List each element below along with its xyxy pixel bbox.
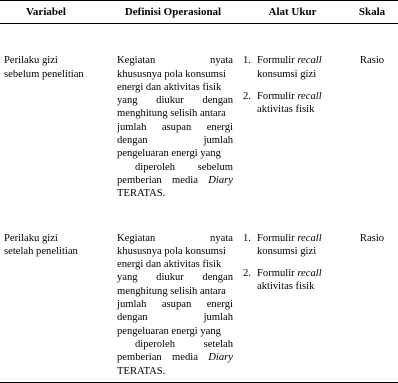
alat-num: 1.: [243, 55, 251, 67]
def-line: dengan jumlah: [117, 135, 233, 147]
definisi-text: [117, 232, 233, 378]
def-line: energi dan aktivitas fisik: [117, 259, 222, 271]
def-line-text: pemberian media: [117, 352, 198, 364]
def-line: jumlah asupan energi: [117, 299, 233, 311]
def-line: TERATAS.: [117, 188, 166, 200]
alat-italic: recall: [297, 268, 322, 280]
alat-post: aktivitas fisik: [257, 281, 315, 293]
alat-italic: recall: [297, 232, 322, 244]
alat-ukur-cell: [239, 201, 346, 383]
alat-italic: recall: [297, 90, 322, 102]
alat-num: 2.: [243, 268, 251, 280]
alat-item: [243, 267, 346, 294]
def-line: menghitung selisih antara: [117, 108, 226, 120]
header-alat-ukur: Alat Ukur: [239, 1, 346, 24]
alat-body: [257, 54, 346, 81]
alat-pre: Formulir: [257, 90, 298, 102]
def-line: Kegiatan nyata: [117, 55, 233, 67]
header-row: [0, 1, 398, 24]
variabel-line: setelah penelitian: [4, 245, 78, 257]
def-diary: Diary: [208, 174, 233, 186]
definisi-text: [117, 54, 233, 200]
alat-body: [257, 267, 346, 294]
table-row: [0, 24, 398, 201]
def-line: Kegiatan nyata: [117, 232, 233, 244]
def-line: dengan jumlah: [117, 312, 233, 324]
alat-pre: Formulir: [257, 232, 298, 244]
def-line: energi dan aktivitas fisik: [117, 81, 222, 93]
variabel-line: Perilaku gizi: [4, 55, 58, 67]
alat-italic: recall: [297, 55, 322, 67]
alat-num: 1.: [243, 232, 251, 244]
def-line: diperoleh setelah: [135, 338, 233, 350]
alat-post: konsumsi gizi: [257, 68, 317, 80]
alat-post: aktivitas fisik: [257, 104, 315, 116]
def-line: jumlah asupan energi: [117, 121, 233, 133]
definisi-cell: [107, 24, 239, 201]
alat-pre: Formulir: [257, 268, 298, 280]
alat-body: [257, 232, 346, 259]
alat-num: 2.: [243, 90, 251, 102]
def-line: diperoleh sebelum: [135, 161, 233, 173]
def-diary: Diary: [208, 352, 233, 364]
skala-cell: Rasio: [346, 201, 398, 383]
def-line: yang diukur dengan: [117, 272, 233, 284]
alat-item: [243, 90, 346, 117]
header-skala: Skala: [346, 1, 398, 24]
header-definisi: Definisi Operasional: [107, 1, 239, 24]
variabel-line: Perilaku gizi: [4, 232, 58, 244]
def-line: yang diukur dengan: [117, 95, 233, 107]
def-line: [117, 174, 233, 187]
alat-body: [257, 90, 346, 117]
def-line-text: pemberian media: [117, 174, 198, 186]
def-line: khususnya pola konsumsi: [117, 68, 226, 80]
header-variabel: Variabel: [0, 1, 107, 24]
variabel-cell: [0, 201, 107, 383]
alat-item: [243, 232, 346, 259]
def-line: khususnya pola konsumsi: [117, 245, 226, 257]
def-line: pengeluaran energi yang: [117, 325, 221, 337]
alat-post: konsumsi gizi: [257, 245, 317, 257]
definisi-cell: [107, 201, 239, 383]
def-line: menghitung selisih antara: [117, 285, 226, 297]
def-line: TERATAS.: [117, 365, 166, 377]
alat-item: [243, 54, 346, 81]
alat-pre: Formulir: [257, 55, 298, 67]
variabel-line: sebelum penelitian: [4, 68, 84, 80]
alat-ukur-cell: [239, 24, 346, 201]
def-line: pengeluaran energi yang: [117, 148, 221, 160]
table-row: [0, 201, 398, 383]
variabel-cell: [0, 24, 107, 201]
skala-cell: Rasio: [359, 55, 385, 67]
